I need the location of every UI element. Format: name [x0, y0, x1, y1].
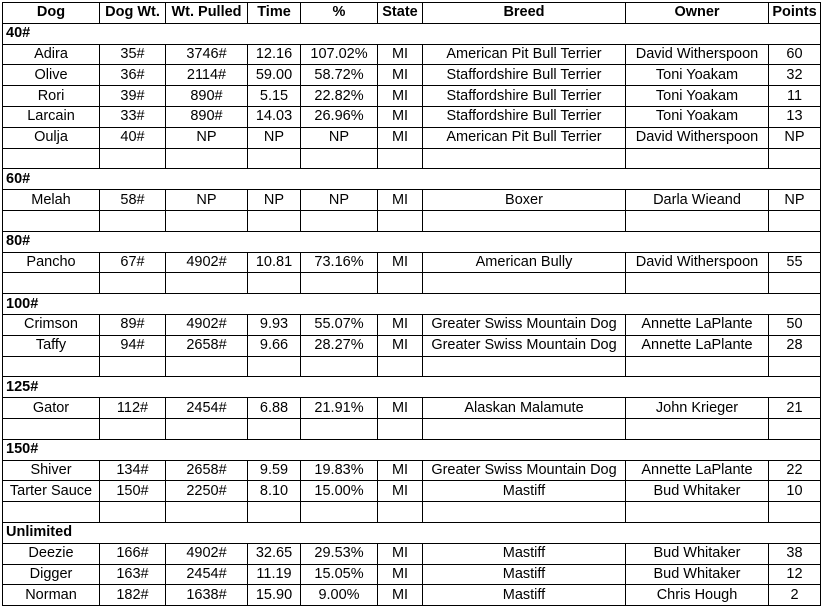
- cell-owner: David Witherspoon: [626, 127, 769, 148]
- table-row: [3, 65, 821, 86]
- cell-points: 60: [769, 44, 821, 65]
- group-header-row: [3, 169, 821, 190]
- cell-dog-weight: 36#: [100, 65, 166, 86]
- empty-cell: [166, 502, 248, 523]
- table-row: [3, 543, 821, 564]
- empty-cell: [301, 148, 378, 169]
- table-row: [3, 460, 821, 481]
- cell-percent: 9.00%: [301, 585, 378, 606]
- spacer-row: [3, 148, 821, 169]
- cell-owner: Annette LaPlante: [626, 460, 769, 481]
- cell-breed: Staffordshire Bull Terrier: [423, 65, 626, 86]
- empty-cell: [100, 418, 166, 439]
- empty-cell: [626, 356, 769, 377]
- cell-owner: Toni Yoakam: [626, 86, 769, 107]
- cell-weight-pulled: 2114#: [166, 65, 248, 86]
- empty-cell: [378, 148, 423, 169]
- cell-dog-weight: 94#: [100, 335, 166, 356]
- table-row: [3, 564, 821, 585]
- empty-cell: [423, 502, 626, 523]
- empty-cell: [3, 273, 100, 294]
- header-percent: %: [301, 3, 378, 24]
- cell-points: 50: [769, 314, 821, 335]
- header-row: [3, 3, 821, 24]
- table-body: [3, 23, 821, 605]
- cell-state: MI: [378, 460, 423, 481]
- empty-cell: [378, 418, 423, 439]
- cell-weight-pulled: 4902#: [166, 252, 248, 273]
- group-header-row: [3, 522, 821, 543]
- cell-owner: Toni Yoakam: [626, 65, 769, 86]
- empty-cell: [423, 273, 626, 294]
- cell-dog: Olive: [3, 65, 100, 86]
- cell-percent: 26.96%: [301, 106, 378, 127]
- weight-class-label: 60#: [3, 169, 821, 190]
- cell-owner: David Witherspoon: [626, 252, 769, 273]
- empty-cell: [378, 502, 423, 523]
- cell-state: MI: [378, 44, 423, 65]
- empty-cell: [301, 502, 378, 523]
- table-row: [3, 585, 821, 606]
- cell-points: 38: [769, 543, 821, 564]
- empty-cell: [423, 356, 626, 377]
- cell-owner: Darla Wieand: [626, 190, 769, 211]
- weight-class-label: 100#: [3, 294, 821, 315]
- cell-dog-weight: 39#: [100, 86, 166, 107]
- header-points: Points: [769, 3, 821, 24]
- empty-cell: [3, 356, 100, 377]
- table-row: [3, 44, 821, 65]
- cell-weight-pulled: 2658#: [166, 460, 248, 481]
- cell-percent: 28.27%: [301, 335, 378, 356]
- table-row: [3, 314, 821, 335]
- header-dog-weight: Dog Wt.: [100, 3, 166, 24]
- weight-class-label: 150#: [3, 439, 821, 460]
- cell-points: 21: [769, 398, 821, 419]
- cell-state: MI: [378, 564, 423, 585]
- cell-dog-weight: 89#: [100, 314, 166, 335]
- table-row: [3, 481, 821, 502]
- cell-time: 59.00: [248, 65, 301, 86]
- empty-cell: [626, 273, 769, 294]
- cell-breed: Boxer: [423, 190, 626, 211]
- table-row: [3, 127, 821, 148]
- cell-dog-weight: 182#: [100, 585, 166, 606]
- header-dog: Dog: [3, 3, 100, 24]
- cell-breed: American Pit Bull Terrier: [423, 127, 626, 148]
- empty-cell: [3, 418, 100, 439]
- empty-cell: [248, 502, 301, 523]
- cell-points: 11: [769, 86, 821, 107]
- cell-weight-pulled: 2250#: [166, 481, 248, 502]
- cell-state: MI: [378, 398, 423, 419]
- cell-percent: 19.83%: [301, 460, 378, 481]
- cell-weight-pulled: 4902#: [166, 543, 248, 564]
- cell-dog-weight: 134#: [100, 460, 166, 481]
- header-breed: Breed: [423, 3, 626, 24]
- spacer-row: [3, 418, 821, 439]
- cell-dog: Rori: [3, 86, 100, 107]
- table-row: [3, 190, 821, 211]
- cell-dog: Melah: [3, 190, 100, 211]
- spacer-row: [3, 273, 821, 294]
- empty-cell: [301, 356, 378, 377]
- empty-cell: [248, 210, 301, 231]
- cell-breed: Greater Swiss Mountain Dog: [423, 460, 626, 481]
- empty-cell: [166, 356, 248, 377]
- empty-cell: [166, 148, 248, 169]
- cell-owner: Chris Hough: [626, 585, 769, 606]
- empty-cell: [626, 210, 769, 231]
- cell-weight-pulled: 2454#: [166, 564, 248, 585]
- cell-points: NP: [769, 127, 821, 148]
- cell-state: MI: [378, 86, 423, 107]
- cell-dog: Tarter Sauce: [3, 481, 100, 502]
- empty-cell: [3, 210, 100, 231]
- empty-cell: [423, 148, 626, 169]
- group-header-row: [3, 231, 821, 252]
- cell-dog-weight: 166#: [100, 543, 166, 564]
- cell-dog-weight: 163#: [100, 564, 166, 585]
- empty-cell: [769, 210, 821, 231]
- cell-state: MI: [378, 585, 423, 606]
- cell-time: 11.19: [248, 564, 301, 585]
- empty-cell: [3, 502, 100, 523]
- weight-class-label: 125#: [3, 377, 821, 398]
- weight-class-label: 80#: [3, 231, 821, 252]
- header-weight-pulled: Wt. Pulled: [166, 3, 248, 24]
- group-header-row: [3, 23, 821, 44]
- cell-state: MI: [378, 543, 423, 564]
- spacer-row: [3, 356, 821, 377]
- group-header-row: [3, 439, 821, 460]
- cell-points: 32: [769, 65, 821, 86]
- cell-dog: Adira: [3, 44, 100, 65]
- cell-breed: American Pit Bull Terrier: [423, 44, 626, 65]
- cell-percent: 107.02%: [301, 44, 378, 65]
- cell-time: NP: [248, 127, 301, 148]
- cell-owner: Bud Whitaker: [626, 564, 769, 585]
- cell-percent: 73.16%: [301, 252, 378, 273]
- cell-weight-pulled: NP: [166, 190, 248, 211]
- cell-dog: Oulja: [3, 127, 100, 148]
- spacer-row: [3, 502, 821, 523]
- table-row: [3, 106, 821, 127]
- empty-cell: [378, 210, 423, 231]
- empty-cell: [423, 210, 626, 231]
- cell-state: MI: [378, 65, 423, 86]
- cell-weight-pulled: 890#: [166, 106, 248, 127]
- cell-time: 14.03: [248, 106, 301, 127]
- cell-dog-weight: 112#: [100, 398, 166, 419]
- cell-owner: John Krieger: [626, 398, 769, 419]
- cell-percent: 21.91%: [301, 398, 378, 419]
- cell-points: 13: [769, 106, 821, 127]
- cell-breed: Staffordshire Bull Terrier: [423, 86, 626, 107]
- cell-owner: Bud Whitaker: [626, 543, 769, 564]
- cell-weight-pulled: 1638#: [166, 585, 248, 606]
- empty-cell: [769, 502, 821, 523]
- header-owner: Owner: [626, 3, 769, 24]
- group-header-row: [3, 377, 821, 398]
- cell-weight-pulled: 2658#: [166, 335, 248, 356]
- cell-dog: Norman: [3, 585, 100, 606]
- cell-percent: NP: [301, 190, 378, 211]
- cell-owner: David Witherspoon: [626, 44, 769, 65]
- empty-cell: [248, 148, 301, 169]
- cell-time: 9.59: [248, 460, 301, 481]
- weight-class-label: Unlimited: [3, 522, 821, 543]
- cell-dog: Digger: [3, 564, 100, 585]
- weight-class-label: 40#: [3, 23, 821, 44]
- cell-state: MI: [378, 252, 423, 273]
- cell-weight-pulled: 3746#: [166, 44, 248, 65]
- cell-dog: Crimson: [3, 314, 100, 335]
- empty-cell: [100, 273, 166, 294]
- cell-dog-weight: 67#: [100, 252, 166, 273]
- cell-percent: 55.07%: [301, 314, 378, 335]
- cell-weight-pulled: 2454#: [166, 398, 248, 419]
- cell-weight-pulled: 4902#: [166, 314, 248, 335]
- empty-cell: [100, 148, 166, 169]
- cell-owner: Bud Whitaker: [626, 481, 769, 502]
- cell-points: 10: [769, 481, 821, 502]
- empty-cell: [166, 210, 248, 231]
- cell-points: 2: [769, 585, 821, 606]
- table-row: [3, 86, 821, 107]
- cell-owner: Annette LaPlante: [626, 314, 769, 335]
- cell-breed: Staffordshire Bull Terrier: [423, 106, 626, 127]
- empty-cell: [301, 210, 378, 231]
- cell-breed: Mastiff: [423, 564, 626, 585]
- cell-time: 6.88: [248, 398, 301, 419]
- cell-weight-pulled: 890#: [166, 86, 248, 107]
- cell-owner: Annette LaPlante: [626, 335, 769, 356]
- empty-cell: [166, 273, 248, 294]
- cell-state: MI: [378, 190, 423, 211]
- cell-time: 9.66: [248, 335, 301, 356]
- empty-cell: [100, 502, 166, 523]
- cell-points: 28: [769, 335, 821, 356]
- cell-breed: Alaskan Malamute: [423, 398, 626, 419]
- cell-percent: 29.53%: [301, 543, 378, 564]
- cell-percent: 15.00%: [301, 481, 378, 502]
- empty-cell: [769, 148, 821, 169]
- empty-cell: [769, 356, 821, 377]
- header-time: Time: [248, 3, 301, 24]
- empty-cell: [100, 210, 166, 231]
- cell-points: 55: [769, 252, 821, 273]
- empty-cell: [626, 418, 769, 439]
- cell-weight-pulled: NP: [166, 127, 248, 148]
- cell-time: 15.90: [248, 585, 301, 606]
- spacer-row: [3, 210, 821, 231]
- empty-cell: [3, 148, 100, 169]
- empty-cell: [248, 273, 301, 294]
- cell-dog-weight: 33#: [100, 106, 166, 127]
- cell-breed: Greater Swiss Mountain Dog: [423, 335, 626, 356]
- empty-cell: [423, 418, 626, 439]
- cell-state: MI: [378, 481, 423, 502]
- cell-time: NP: [248, 190, 301, 211]
- cell-breed: Greater Swiss Mountain Dog: [423, 314, 626, 335]
- cell-dog-weight: 58#: [100, 190, 166, 211]
- cell-state: MI: [378, 127, 423, 148]
- cell-percent: 22.82%: [301, 86, 378, 107]
- cell-state: MI: [378, 335, 423, 356]
- cell-state: MI: [378, 106, 423, 127]
- cell-percent: 58.72%: [301, 65, 378, 86]
- cell-percent: NP: [301, 127, 378, 148]
- cell-breed: Mastiff: [423, 543, 626, 564]
- cell-dog: Taffy: [3, 335, 100, 356]
- cell-points: 22: [769, 460, 821, 481]
- cell-dog-weight: 40#: [100, 127, 166, 148]
- empty-cell: [301, 418, 378, 439]
- cell-dog: Larcain: [3, 106, 100, 127]
- cell-time: 5.15: [248, 86, 301, 107]
- cell-time: 12.16: [248, 44, 301, 65]
- results-table: [2, 2, 821, 606]
- cell-dog: Deezie: [3, 543, 100, 564]
- cell-points: NP: [769, 190, 821, 211]
- cell-dog: Gator: [3, 398, 100, 419]
- empty-cell: [248, 418, 301, 439]
- cell-breed: American Bully: [423, 252, 626, 273]
- cell-points: 12: [769, 564, 821, 585]
- empty-cell: [378, 356, 423, 377]
- empty-cell: [769, 418, 821, 439]
- cell-time: 9.93: [248, 314, 301, 335]
- cell-dog-weight: 35#: [100, 44, 166, 65]
- empty-cell: [248, 356, 301, 377]
- cell-owner: Toni Yoakam: [626, 106, 769, 127]
- table-row: [3, 398, 821, 419]
- cell-time: 8.10: [248, 481, 301, 502]
- empty-cell: [100, 356, 166, 377]
- cell-breed: Mastiff: [423, 585, 626, 606]
- cell-dog: Pancho: [3, 252, 100, 273]
- cell-dog-weight: 150#: [100, 481, 166, 502]
- empty-cell: [301, 273, 378, 294]
- cell-breed: Mastiff: [423, 481, 626, 502]
- header-state: State: [378, 3, 423, 24]
- table-row: [3, 335, 821, 356]
- table-row: [3, 252, 821, 273]
- empty-cell: [626, 502, 769, 523]
- cell-dog: Shiver: [3, 460, 100, 481]
- cell-time: 32.65: [248, 543, 301, 564]
- cell-time: 10.81: [248, 252, 301, 273]
- group-header-row: [3, 294, 821, 315]
- empty-cell: [166, 418, 248, 439]
- empty-cell: [769, 273, 821, 294]
- cell-state: MI: [378, 314, 423, 335]
- empty-cell: [626, 148, 769, 169]
- empty-cell: [378, 273, 423, 294]
- cell-percent: 15.05%: [301, 564, 378, 585]
